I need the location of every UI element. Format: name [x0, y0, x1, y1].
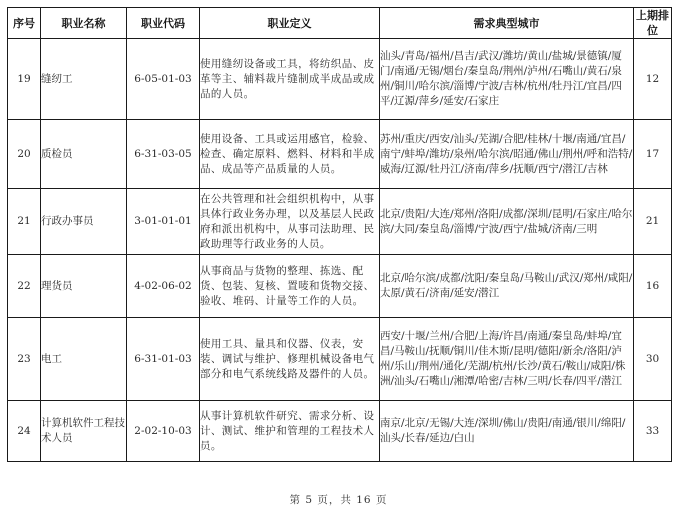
occupation-code: 6-05-01-03 [127, 39, 200, 120]
occupation-definition: 使用工具、量具和仪器、仪表，安装、调试与维护、修理机械设备电气部分和电气系统线路及器件的人员。 [200, 318, 380, 401]
header-occupation-name: 职业名称 [41, 8, 127, 39]
header-occupation-code: 职业代码 [127, 8, 200, 39]
occupation-name: 理货员 [41, 255, 127, 318]
occupation-definition: 从事计算机软件研究、需求分析、设计、测试、维护和管理的工程技术人员。 [200, 401, 380, 462]
typical-cities: 北京/哈尔滨/成都/沈阳/秦皇岛/马鞍山/武汉/郑州/咸阳/太原/黄石/济南/延安/潜江 [380, 255, 634, 318]
row-index: 24 [8, 401, 41, 462]
header-index: 序号 [8, 8, 41, 39]
table-row [8, 39, 672, 120]
occupation-definition: 使用设备、工具或运用感官，检验、检查、确定原料、燃料、材料和半成品、成品等产品质量的人员。 [200, 120, 380, 189]
table-header-row [8, 8, 672, 39]
header-occupation-definition: 职业定义 [200, 8, 380, 39]
row-index: 20 [8, 120, 41, 189]
previous-rank: 12 [634, 39, 672, 120]
typical-cities: 汕头/青岛/福州/昌吉/武汉/潍坊/黄山/盐城/景德镇/厦门/南通/无锡/烟台/秦皇岛/荆州/泸州/石嘴山/黄石/泉州/铜川/哈尔滨/淄博/宁波/吉林/杭州/牡丹江/宜昌/四平/辽源/萍乡/延安/石家庄 [380, 39, 634, 120]
occupation-code: 2-02-10-03 [127, 401, 200, 462]
row-index: 23 [8, 318, 41, 401]
row-index: 19 [8, 39, 41, 120]
typical-cities: 北京/贵阳/大连/郑州/洛阳/成都/深圳/昆明/石家庄/哈尔滨/大同/秦皇岛/淄博/宁波/西宁/盐城/济南/三明 [380, 189, 634, 255]
table-row [8, 255, 672, 318]
row-index: 21 [8, 189, 41, 255]
previous-rank: 17 [634, 120, 672, 189]
page-number-footer: 第 5 页，共 16 页 [289, 494, 388, 506]
table-row [8, 120, 672, 189]
previous-rank: 33 [634, 401, 672, 462]
occupation-name: 电工 [41, 318, 127, 401]
typical-cities: 西安/十堰/兰州/合肥/上海/许昌/南通/秦皇岛/蚌埠/宜昌/马鞍山/抚顺/铜川/佳木斯/昆明/德阳/新余/洛阳/泸州/乐山/荆州/通化/芜湖/杭州/长沙/黄石/鞍山/咸阳/株洲/汕头/石嘴山/湘潭/哈密/吉林/三明/长春/四平/潜江 [380, 318, 634, 401]
previous-rank: 30 [634, 318, 672, 401]
occupation-code: 4-02-06-02 [127, 255, 200, 318]
header-typical-cities: 需求典型城市 [380, 8, 634, 39]
table-row [8, 189, 672, 255]
occupation-name: 缝纫工 [41, 39, 127, 120]
occupation-code: 6-31-03-05 [127, 120, 200, 189]
occupation-name: 计算机软件工程技术人员 [41, 401, 127, 462]
previous-rank: 21 [634, 189, 672, 255]
occupation-definition: 使用缝纫设备或工具，将纺织品、皮革等主、辅料裁片缝制成半成品或成品的人员。 [200, 39, 380, 120]
row-index: 22 [8, 255, 41, 318]
occupation-name: 质检员 [41, 120, 127, 189]
table-row [8, 318, 672, 401]
occupation-code: 3-01-01-01 [127, 189, 200, 255]
occupation-definition: 在公共管理和社会组织机构中，从事具体行政业务办理，以及基层人民政府和派出机构中，从事司法助理、民政助理等行政业务的人员。 [200, 189, 380, 255]
typical-cities: 苏州/重庆/西安/汕头/芜湖/合肥/桂林/十堰/南通/宜昌/南宁/蚌埠/潍坊/泉州/哈尔滨/昭通/佛山/荆州/呼和浩特/威海/辽源/牡丹江/济南/萍乡/抚顺/西宁/潜江/吉林 [380, 120, 634, 189]
typical-cities: 南京/北京/无锡/大连/深圳/佛山/贵阳/南通/银川/绵阳/汕头/长春/延边/白山 [380, 401, 634, 462]
previous-rank: 16 [634, 255, 672, 318]
occupation-definition: 从事商品与货物的整理、拣选、配货、包装、复核、置唛和货物交接、验收、堆码、计量等工作的人员。 [200, 255, 380, 318]
table-row [8, 401, 672, 462]
occupation-demand-table [7, 7, 672, 462]
header-previous-rank: 上期排位 [634, 8, 672, 39]
occupation-code: 6-31-01-03 [127, 318, 200, 401]
occupation-name: 行政办事员 [41, 189, 127, 255]
